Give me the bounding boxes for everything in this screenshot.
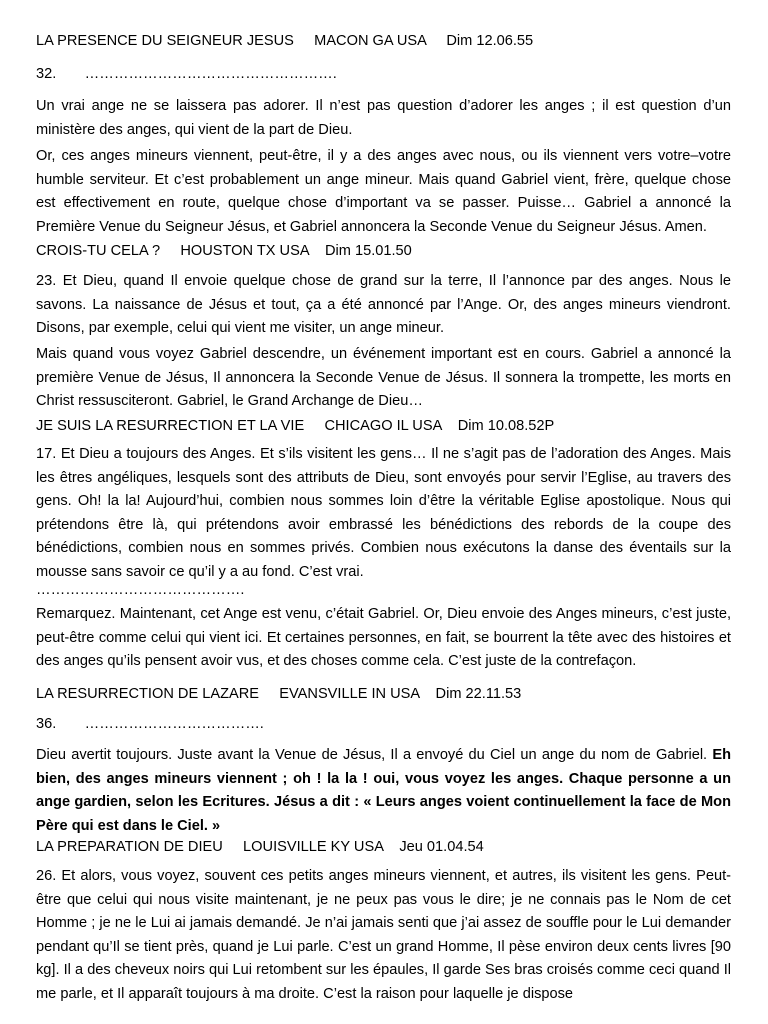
paragraph-number-line: 36. ………………………………. (36, 716, 264, 732)
ellipsis-line: ……………………………………. (36, 582, 245, 598)
paragraph: 17. Et Dieu a toujours des Anges. Et s’ils visitent les gens… Il ne s’agit pas de l’adoration des Anges. Mais les êtres angéliques, lesquels sont des attributs de Dieu, sont envoyés pour servir l’Eglise, au travers des gens. Oh! la la! Aujourd’hui, combien nous sommes loin d’être la véritable Eglise apostolique. Nous qui prétendons être là, qui prétendons avoir embrassé les bénédictions des rebords de la coupe des bénédictions, combien nous en sommes privés. Combien nous exécutons la danse des éventails sur la mousse sans savoir ce qu’il y a au fond. C’est vrai. (36, 446, 731, 580)
paragraph: Mais quand vous voyez Gabriel descendre, un événement important est en cours. Gabriel a annoncé la première Venue de Jésus, Il annoncera la Seconde Venue de Jésus. Il sonnera la trompette, les morts en Christ ressusciteront. Gabriel, le Grand Archange de Dieu… (36, 346, 731, 409)
paragraph: Remarquez. Maintenant, cet Ange est venu, c’était Gabriel. Or, Dieu envoie des Anges mineurs, c’est juste, peut-être comme celui qui vient ici. Et certaines personnes, en fait, se bourrent la tête avec des histoires et des anges qu’ils pensent avoir vus, et des choses comme cela. C’est juste de la contrefaçon. (36, 606, 731, 669)
section-heading: JE SUIS LA RESURRECTION ET LA VIE CHICAGO IL USA Dim 10.08.52P (36, 418, 555, 434)
paragraph: 23. Et Dieu, quand Il envoie quelque chose de grand sur la terre, Il l’annonce par des anges. Nous le savons. La naissance de Jésus et tout, ça a été annoncé par l’Ange. Or, des anges mineurs viendront. Disons, par exemple, celui qui vient me visiter, un ange mineur. (36, 273, 731, 336)
paragraph: Un vrai ange ne se laissera pas adorer. Il n’est pas question d’adorer les anges ; il est question d’un ministère des anges, qui vient de la part de Dieu. (36, 98, 731, 138)
paragraph: 26. Et alors, vous voyez, souvent ces petits anges mineurs viennent, et autres, ils visitent les gens. Peut-être que celui qui nous visite maintenant, je ne peux pas vous le dire; je ne connais pas le Nom de cet Homme ; je ne le Lui ai jamais demandé. Je n’ai jamais senti que j’ai assez de souffle pour le Lui demander pendant qu’Il se tient près, quand je Lui parle. C’est un grand Homme, Il pèse environ deux cents livres [90 kg]. Il a des cheveux noirs qui Lui retombent sur les épaules, Il garde Ses bras croisés comme ceci quand Il me parle, et Il apparaît toujours à ma droite. C’est la raison pour laquelle je dispose (36, 868, 731, 1002)
section-heading: LA PRESENCE DU SEIGNEUR JESUS MACON GA USA Dim 12.06.55 (36, 33, 534, 49)
section-heading: CROIS-TU CELA ? HOUSTON TX USA Dim 15.01.50 (36, 243, 412, 259)
paragraph: Or, ces anges mineurs viennent, peut-être, il y a des anges avec nous, ou ils viennent vers votre–votre humble serviteur. Et c’est probablement un ange mineur. Mais quand Gabriel vient, frère, quelque chose est effectivement en route, quelque chose d’important va se passer. Puisse… Gabriel a annoncé la Première Venue du Seigneur Jésus, et Gabriel annoncera la Seconde Venue du Seigneur Jésus. Amen. (36, 148, 731, 235)
paragraph (36, 744, 731, 838)
section-heading: LA PREPARATION DE DIEU LOUISVILLE KY USA Jeu 01.04.54 (36, 839, 484, 855)
paragraph-number-line: 32. ……………………………………………. (36, 66, 337, 82)
paragraph-text: Dieu avertit toujours. Juste avant la Venue de Jésus, Il a envoyé du Ciel un ange du nom de Gabriel. (36, 747, 713, 763)
paragraph-bold-text: Eh bien, des anges mineurs viennent ; oh ! la la ! oui, vous voyez les anges. Chaque personne a un ange gardien, selon les Ecritures. Jésus a dit : « Leurs anges voient continuellement la face de Mon Père qui est dans le Ciel. » (36, 747, 731, 834)
section-heading: LA RESURRECTION DE LAZARE EVANSVILLE IN USA Dim 22.11.53 (36, 686, 522, 702)
